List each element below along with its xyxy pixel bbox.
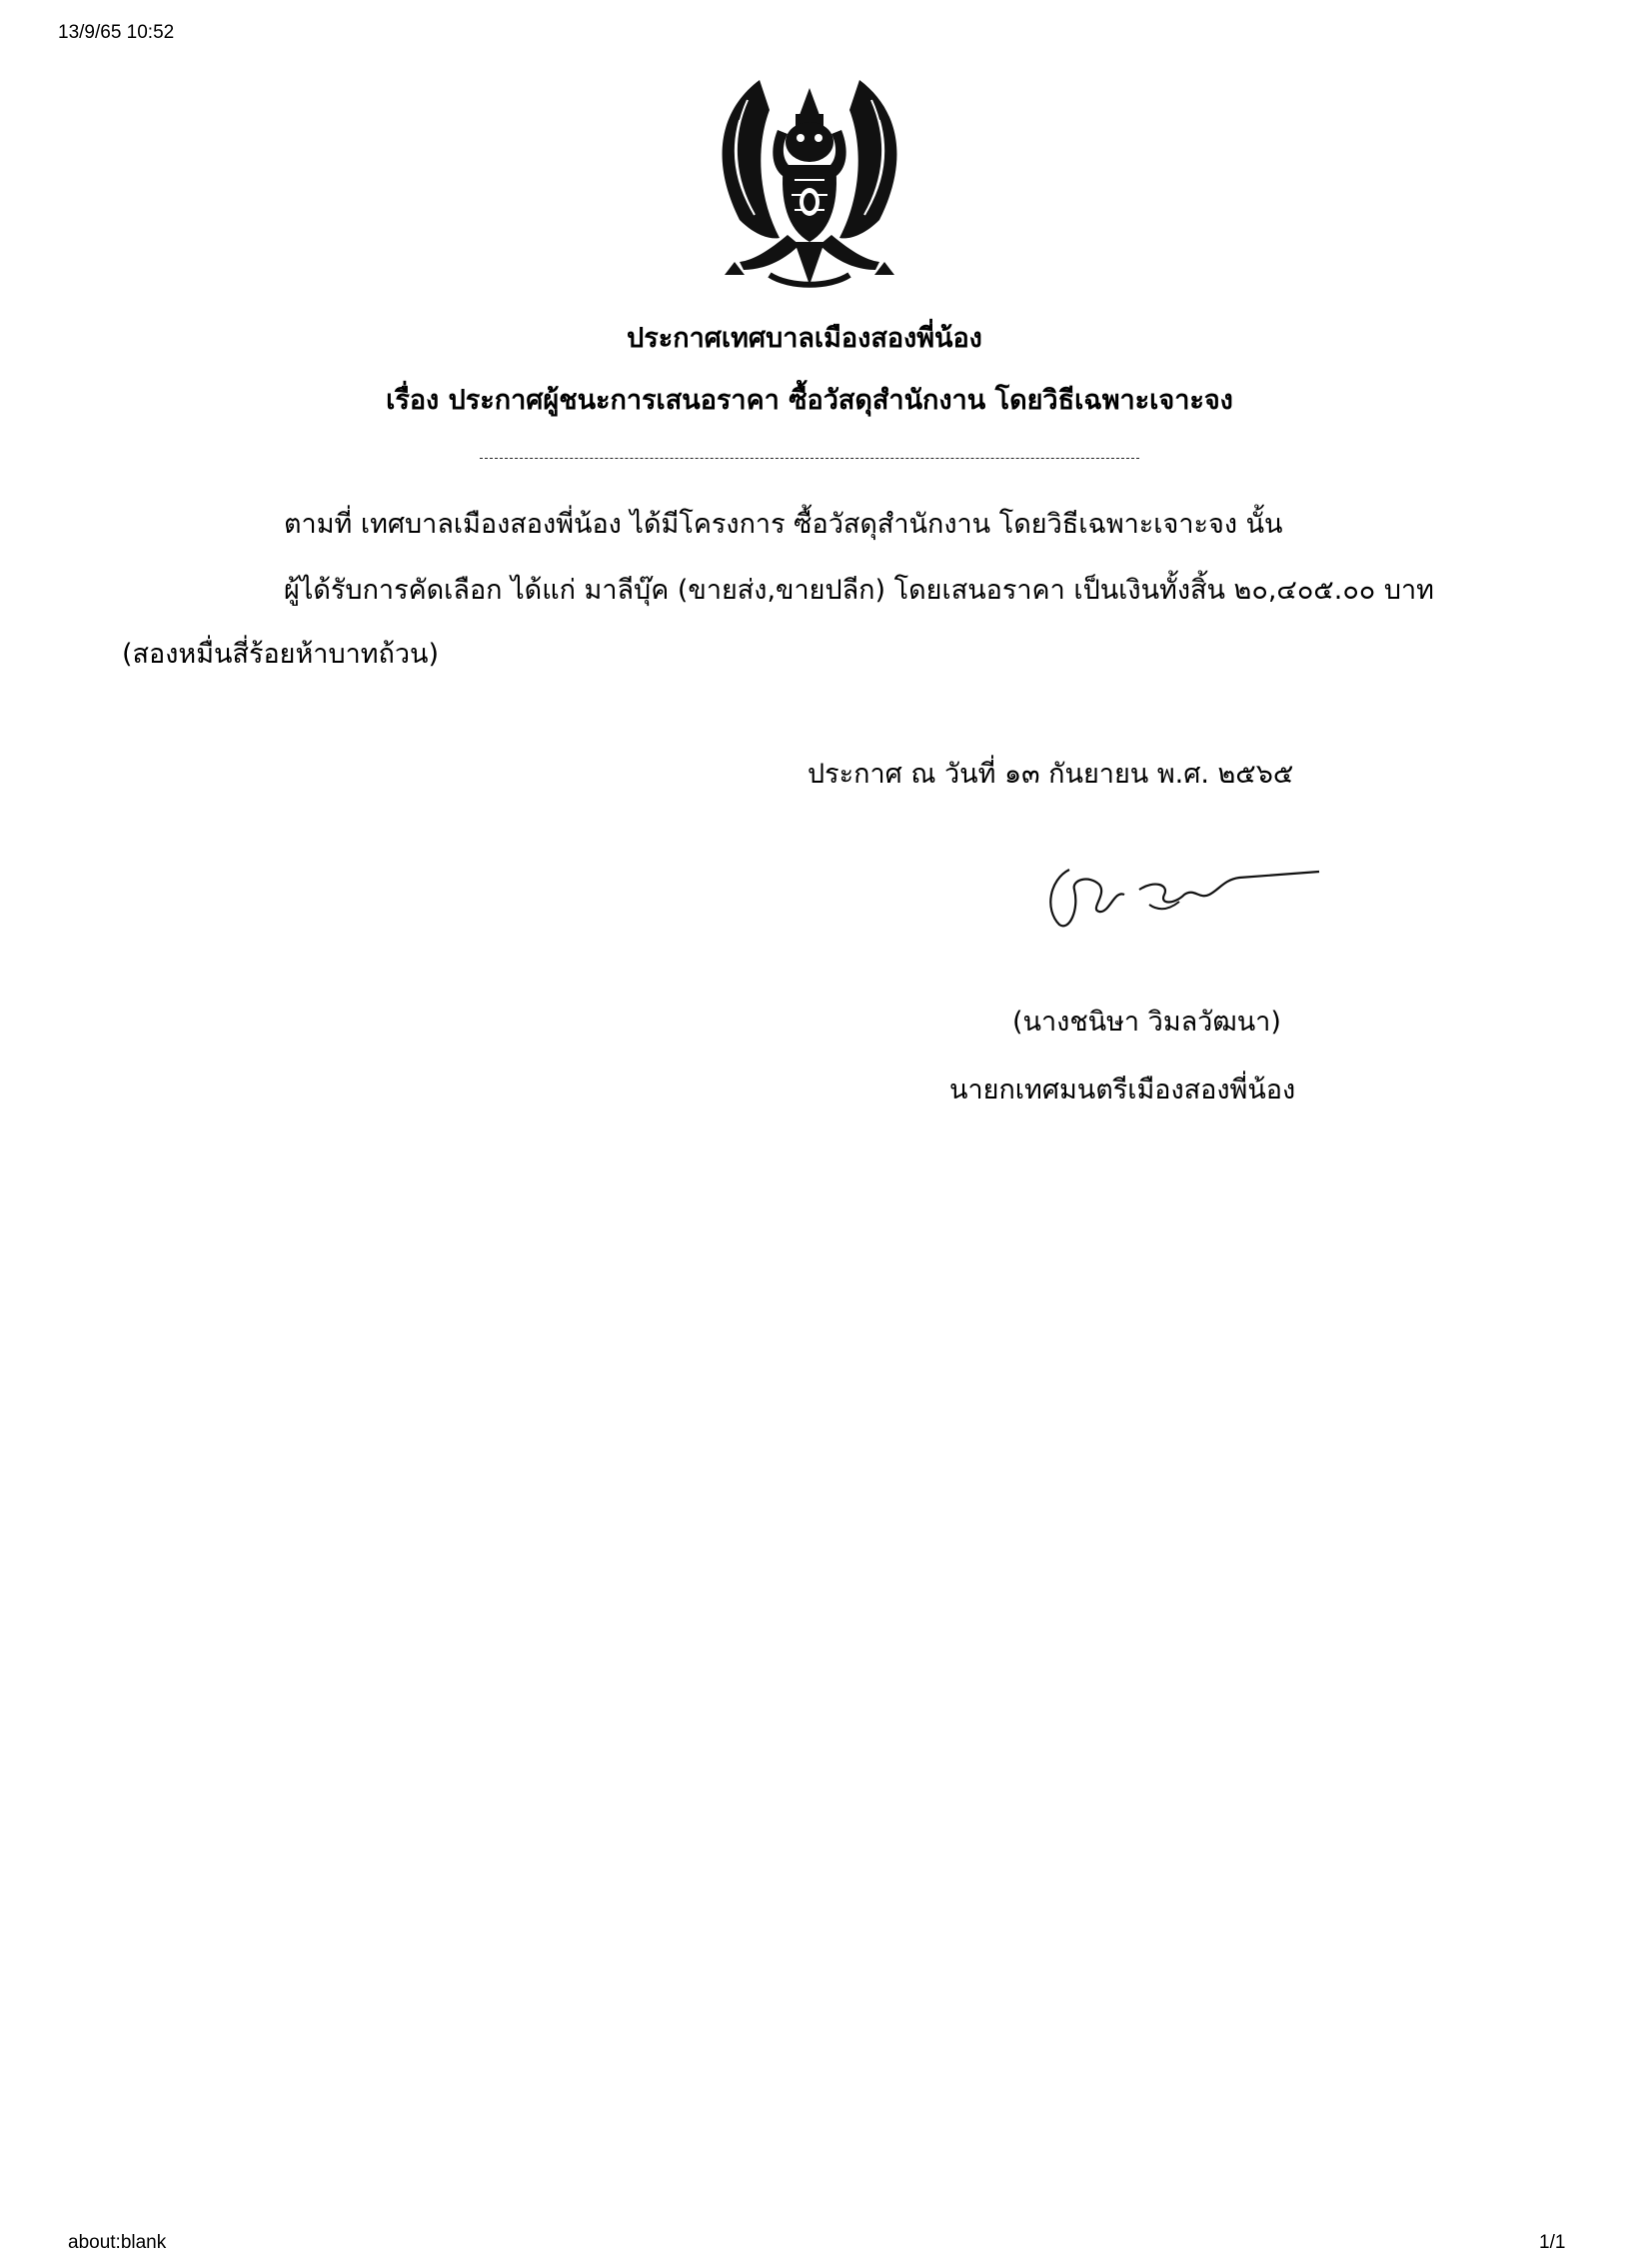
- signer-name: (นางชนิษา วิมลวัฒนา): [1012, 1007, 1281, 1038]
- signer-position: นายกเทศมนตรีเมืองสองพี่น้อง: [949, 1075, 1296, 1106]
- garuda-emblem-icon: [700, 70, 919, 300]
- announcement-date: ประกาศ ณ วันที่ ๑๓ กันยายน พ.ศ. ๒๕๖๕: [808, 759, 1294, 790]
- paragraph-2: ผู้ได้รับการคัดเลือก ได้แก่ มาลีบุ๊ค (ขายส่ง,ขายปลีก) โดยเสนอราคา เป็นเงินทั้งสิ้น ๒๐,๔๐๕.๐๐ บาท: [284, 575, 1434, 606]
- paragraph-1: ตามที่ เทศบาลเมืองสองพี่น้อง ได้มีโครงการ ซื้อวัสดุสำนักงาน โดยวิธีเฉพาะเจาะจง นั้น: [284, 509, 1283, 540]
- divider: [480, 458, 1139, 459]
- document-subject: เรื่อง ประกาศผู้ชนะการเสนอราคา ซื้อวัสดุสำนักงาน โดยวิธีเฉพาะเจาะจง: [386, 385, 1233, 416]
- signature: [1029, 850, 1329, 940]
- print-page-number: 1/1: [1539, 2232, 1566, 2253]
- print-datetime: 13/9/65 10:52: [58, 22, 175, 43]
- document-title: ประกาศเทศบาลเมืองสองพี่น้อง: [627, 323, 982, 354]
- print-url: about:blank: [68, 2232, 167, 2253]
- paragraph-3: (สองหมื่นสี่ร้อยห้าบาทถ้วน): [122, 639, 440, 670]
